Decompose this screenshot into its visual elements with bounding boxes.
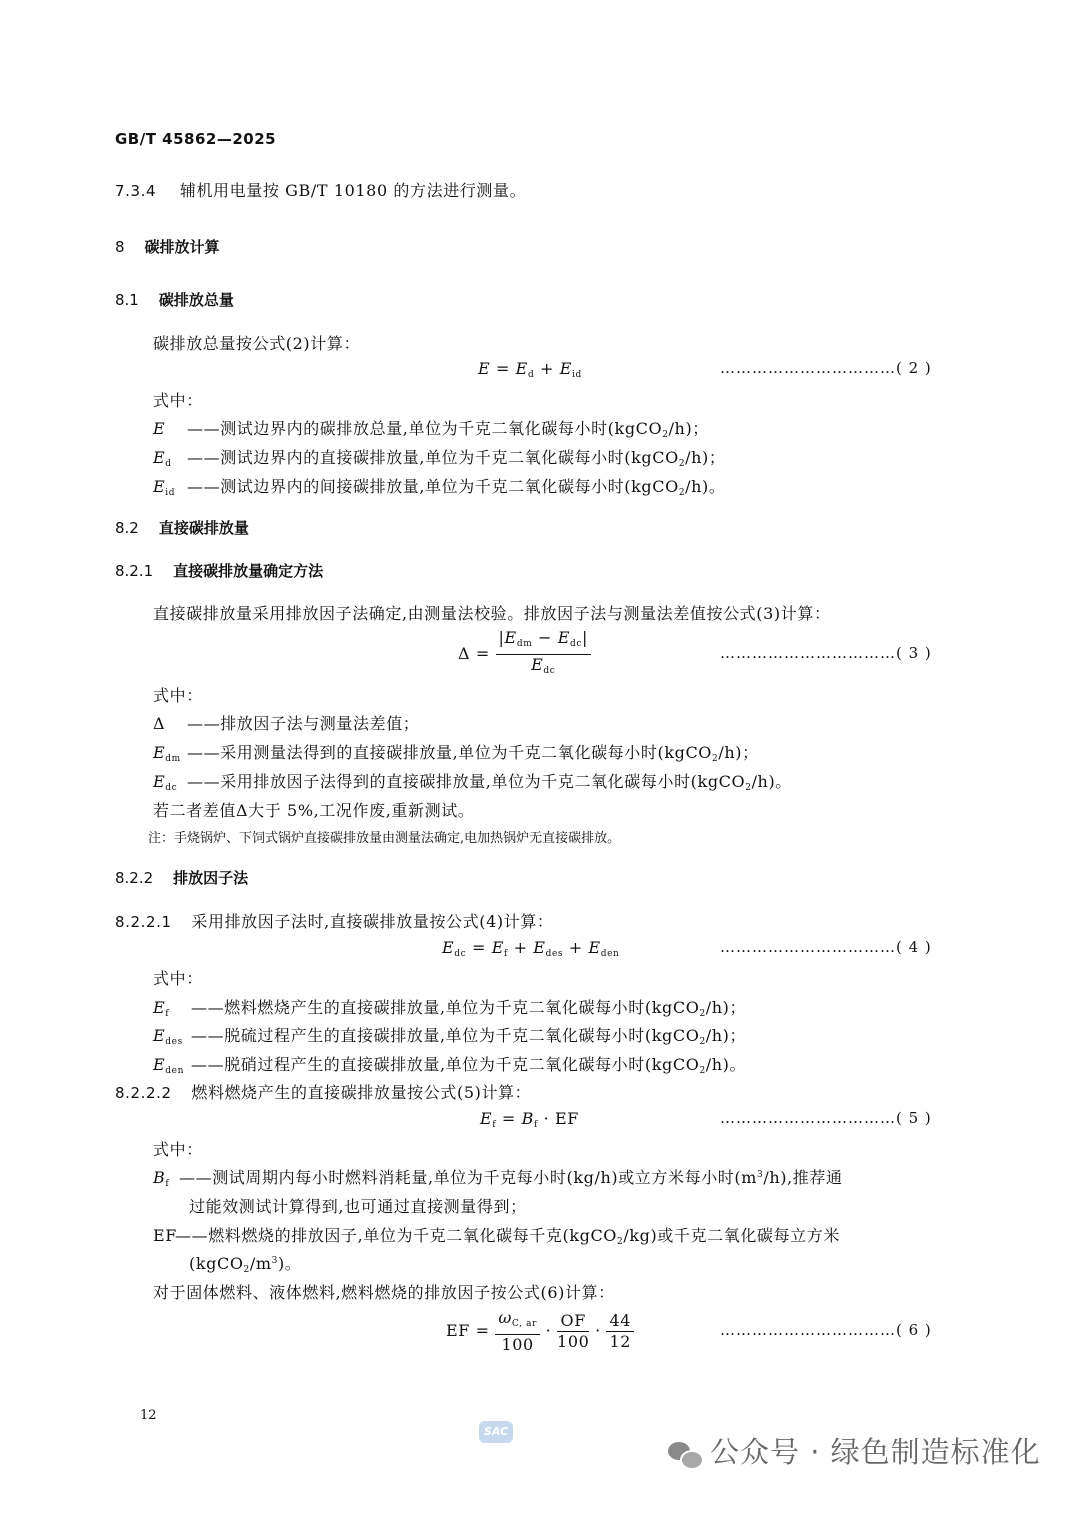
- section-title: 碳排放计算: [144, 238, 220, 256]
- section-title: 碳排放总量: [158, 291, 234, 309]
- section-title: 直接碳排放量: [158, 519, 249, 537]
- equation-number: ……………………………( 2 ): [720, 359, 932, 377]
- clause-8-2-2-2: [115, 1080, 531, 1103]
- clause-7-3-4: [115, 178, 526, 201]
- section-8-2-1-heading: [115, 560, 323, 581]
- formula-6: EF = $\frac{\omega_{C, ar}}{100}$ · $\frac{OF}{100}$ · $\frac{44}{12}$: [446, 1308, 634, 1355]
- definition-item: $E_{id}$ ——测试边界内的间接碳排放量,单位为千克二氧化碳每小时(kgCO$_2$/h)。: [153, 477, 726, 498]
- definition-item: $E_{des}$ ——脱硫过程产生的直接碳排放量,单位为千克二氧化碳每小时(kgCO$_2$/h)；: [153, 1026, 747, 1047]
- formula-4: $E_{dc} = E_f + E_{des} + E_{den}$: [442, 938, 620, 959]
- standard-code: GB/T 45862—2025: [115, 130, 277, 148]
- definition-item: Δ ——排放因子法与测量法差值；: [153, 714, 420, 733]
- section-8-1-heading: [115, 289, 234, 310]
- where-label: 式中：: [153, 1140, 203, 1159]
- section-number: 8.1: [115, 291, 139, 309]
- section-title: 直接碳排放量确定方法: [173, 562, 324, 580]
- definition-item-continued: 过能效测试计算得到,也可通过直接测量得到；: [189, 1197, 527, 1216]
- clause-number: 8.2.2.2: [115, 1084, 172, 1102]
- definition-item: $B_f$ ——测试周期内每小时燃料消耗量,单位为千克每小时(kg/h)或立方米每小时$(m^3/h)$,推荐通: [153, 1168, 843, 1189]
- definition-item: $E_{dc}$ ——采用排放因子法得到的直接碳排放量,单位为千克二氧化碳每小时(kgCO$_2$/h)。: [153, 772, 792, 793]
- watermark-text: 公众号 · 绿色制造标准化: [710, 1435, 1041, 1469]
- section-number: 8.2.1: [115, 562, 154, 580]
- section-number: 8.2: [115, 519, 139, 537]
- definition-item: E ——测试边界内的碳排放总量,单位为千克二氧化碳每小时(kgCO$_2$/h)；: [153, 419, 709, 440]
- paragraph: 对于固体燃料、液体燃料,燃料燃烧的排放因子按公式(6)计算：: [153, 1283, 615, 1302]
- note: 注：手烧锅炉、下饲式锅炉直接碳排放量由测量法确定,电加热锅炉无直接碳排放。: [148, 831, 621, 846]
- clause-text: 辅机用电量按 GB/T 10180 的方法进行测量。: [179, 181, 527, 200]
- section-title: 排放因子法: [173, 869, 249, 887]
- paragraph: 碳排放总量按公式(2)计算：: [153, 334, 361, 353]
- formula-2: $E = E_d + E_{id}$: [478, 359, 582, 380]
- clause-8-2-2-1: [115, 909, 554, 932]
- where-label: 式中：: [153, 969, 203, 988]
- definition-item: $E_{den}$ ——脱硝过程产生的直接碳排放量,单位为千克二氧化碳每小时(kgCO$_2$/h)。: [153, 1055, 747, 1076]
- section-8-2-heading: [115, 517, 249, 538]
- watermark: [668, 1430, 1041, 1471]
- clause-text: 采用排放因子法时,直接碳排放量按公式(4)计算：: [191, 912, 554, 931]
- definition-item: $E_{dm}$ ——采用测量法得到的直接碳排放量,单位为千克二氧化碳每小时(kgCO$_2$/h)；: [153, 743, 759, 764]
- definition-item: EF——燃料燃烧的排放因子,单位为千克二氧化碳每千克(kgCO$_2$/kg)或千克二氧化碳每立方米: [153, 1226, 840, 1247]
- equation-number: ……………………………( 6 ): [720, 1321, 932, 1339]
- equation-number: ……………………………( 4 ): [720, 938, 932, 956]
- formula-5: $E_f = B_f$ · EF: [480, 1109, 579, 1130]
- where-label: 式中：: [153, 686, 203, 705]
- where-label: 式中：: [153, 391, 203, 410]
- section-number: 8.2.2: [115, 869, 154, 887]
- page-number: 12: [140, 1408, 157, 1423]
- clause-number: 7.3.4: [115, 182, 157, 200]
- paragraph: 直接碳排放量采用排放因子法确定,由测量法校验。排放因子法与测量法差值按公式(3)计算：: [153, 604, 831, 623]
- paragraph: 若二者差值Δ大于 5%,工况作废,重新测试。: [153, 801, 475, 820]
- section-8-2-2-heading: [115, 867, 248, 888]
- sac-logo: SAC: [479, 1421, 513, 1443]
- clause-number: 8.2.2.1: [115, 913, 172, 931]
- equation-number: ……………………………( 3 ): [720, 644, 932, 662]
- definition-item: $E_d$ ——测试边界内的直接碳排放量,单位为千克二氧化碳每小时(kgCO$_2$/h)；: [153, 448, 726, 469]
- section-number: 8: [115, 238, 125, 256]
- formula-3: Δ = $\frac{|E_{dm} - E_{dc}|}{E_{dc}}$: [458, 628, 591, 681]
- equation-number: ……………………………( 5 ): [720, 1109, 932, 1127]
- definition-item-continued: $(kgCO_2/m^3)$。: [189, 1254, 302, 1275]
- definition-item: $E_f$ ——燃料燃烧产生的直接碳排放量,单位为千克二氧化碳每小时(kgCO$_2$/h)；: [153, 998, 747, 1019]
- clause-text: 燃料燃烧产生的直接碳排放量按公式(5)计算：: [191, 1083, 532, 1102]
- section-8-heading: [115, 236, 220, 257]
- wechat-icon: [668, 1440, 702, 1468]
